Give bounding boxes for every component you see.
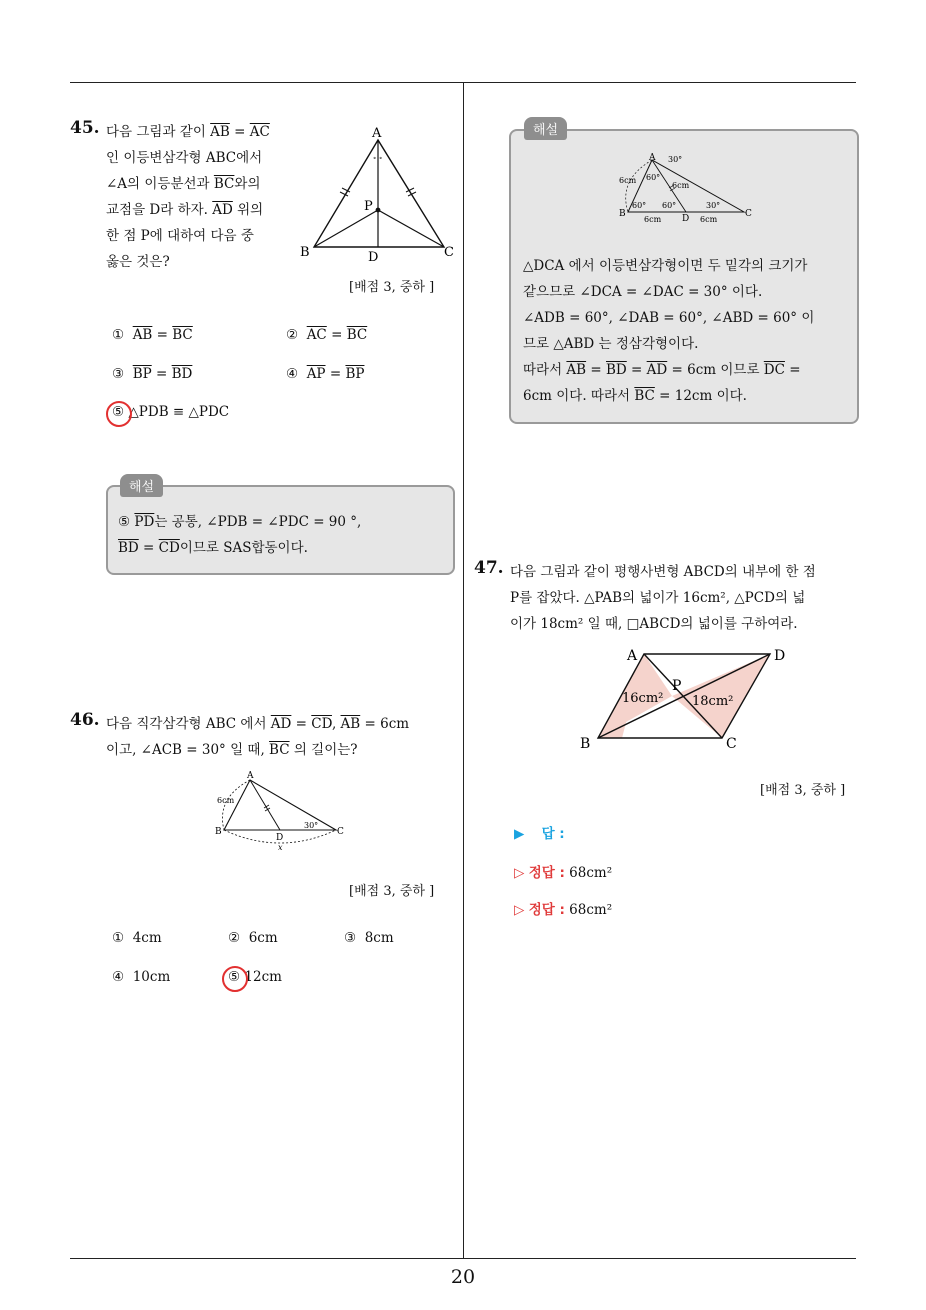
q46-choice-2[interactable]: ② 6cm xyxy=(228,930,278,946)
q46-solution-line-5: 따라서 $\overline{AB} = \overline{BD} = \overline{AD} = 6cm$ 이므로 $\overline{DC}$ = xyxy=(523,362,801,378)
q45-label-D: D xyxy=(368,250,379,262)
q45-line-2: 인 이등변삼각형 ABC에서 xyxy=(106,150,263,166)
q46-label-angle: 30° xyxy=(304,821,319,830)
q45-line-5: 한 점 P에 대하여 다음 중 xyxy=(106,228,254,244)
q46-label-side: 6cm xyxy=(217,796,235,805)
q46-label-C: C xyxy=(337,827,344,837)
q46-choice-5[interactable]: ⑤ 12cm xyxy=(228,969,282,985)
q46s-label-B: B xyxy=(619,209,626,219)
q47-line-3: 이가 18cm² 일 때, □ABCD의 넓이를 구하여라. xyxy=(510,616,798,632)
q46-solution-line-4: 므로 △ABD 는 정삼각형이다. xyxy=(523,336,699,352)
q46s-label-D: D xyxy=(682,214,690,224)
q47-label-C: C xyxy=(726,736,737,752)
q45-line-3: ∠A의 이등분선과 $\overline{BC}$와의 xyxy=(106,176,261,192)
q46-solution-tag: 해설 xyxy=(524,117,567,140)
q46s-angle-a60a: 60° xyxy=(646,173,661,182)
q46s-angle-a30: 30° xyxy=(668,155,683,164)
q47-parallelogram-figure xyxy=(574,644,794,754)
q45-label-A: A xyxy=(372,126,382,141)
q46s-angle-a60b: 60° xyxy=(632,201,647,210)
q47-answer-line[interactable]: ▶ 답 : xyxy=(514,826,565,842)
q45-answer-circle xyxy=(106,401,132,427)
q46-label-B: B xyxy=(215,827,222,837)
q46-solution-line-2: 같으므로 ∠DCA = ∠DAC = 30° 이다. xyxy=(523,284,763,300)
q45-label-C: C xyxy=(444,245,454,260)
q46-answer-circle xyxy=(222,966,248,992)
q45-choice-3[interactable]: ③ $\overline{BP} = \overline{BD}$ xyxy=(112,366,193,382)
page-number: 20 xyxy=(450,1266,476,1288)
q47-correct-line-1: ▷ 정답 : 68cm² xyxy=(514,865,613,881)
q46-label-D: D xyxy=(276,833,284,843)
q45-choice-2[interactable]: ② $\overline{AC} = \overline{BC}$ xyxy=(286,327,368,343)
q46-choice-3[interactable]: ③ 8cm xyxy=(344,930,394,946)
q46s-label-A: A xyxy=(649,153,656,163)
q47-label-B: B xyxy=(580,736,591,752)
q46s-side-3: 6cm xyxy=(644,215,662,224)
q47-label-P: P xyxy=(672,678,682,694)
q45-label-P: P xyxy=(364,199,373,214)
q46-line-1: 다음 직각삼각형 ABC 에서 $\overline{AD} = \overline{CD}$, $\overline{AB} = 6cm$ xyxy=(106,716,410,732)
q45-line-1: 다음 그림과 같이 $\overline{AB} = \overline{AC}$ xyxy=(106,124,270,140)
q46s-angle-a60c: 60° xyxy=(662,201,677,210)
q45-label-B: B xyxy=(300,245,310,260)
q46-triangle-figure xyxy=(208,768,348,852)
q46-choice-4[interactable]: ④ 10cm xyxy=(112,969,171,985)
q45-choice-1[interactable]: ① $\overline{AB} = \overline{BC}$ xyxy=(112,327,193,343)
q47-line-1: 다음 그림과 같이 평행사변형 ABCD의 내부에 한 점 xyxy=(510,564,816,580)
q45-number: 45. xyxy=(70,118,100,138)
q46-solution-line-6: 6cm 이다. 따라서 $\overline{BC} = 12cm$ 이다. xyxy=(523,388,747,404)
q46s-side-4: 6cm xyxy=(700,215,718,224)
q46-label-x: x xyxy=(278,843,283,852)
q45-solution-tag: 해설 xyxy=(120,474,163,497)
bottom-rule xyxy=(70,1258,856,1259)
q46-line-2: 이고, ∠ACB = 30° 일 때, $\overline{BC}$ 의 길이는? xyxy=(106,742,358,758)
q45-choice-4[interactable]: ④ $\overline{AP} = \overline{BP}$ xyxy=(286,366,365,382)
q47-label-D: D xyxy=(774,648,786,664)
triangle-right-icon: ▷ xyxy=(514,865,525,881)
q45-meta: [배점 3, 중하 ] xyxy=(349,280,435,295)
q45-triangle-figure xyxy=(296,122,466,262)
q46-meta: [배점 3, 중하 ] xyxy=(349,884,435,899)
q47-number: 47. xyxy=(474,558,504,578)
q47-line-2: P를 잡았다. △PAB의 넓이가 16cm², △PCD의 넓 xyxy=(510,590,806,606)
triangle-right-icon: ▷ xyxy=(514,902,525,918)
q46s-side-2: 6cm xyxy=(672,181,690,190)
q46-solution-line-1: △DCA 에서 이등변삼각형이면 두 밑각의 크기가 xyxy=(523,258,808,274)
q45-solution-line-2: $\overline{BD} = \overline{CD}$이므로 SAS합동이다. xyxy=(118,540,308,556)
svg-text:∘: ∘ xyxy=(373,154,377,162)
q47-label-A: A xyxy=(627,648,638,664)
q46s-side-1: 6cm xyxy=(619,176,637,185)
q46-solution-line-3: ∠ADB = 60°, ∠DAB = 60°, ∠ABD = 60° 이 xyxy=(523,310,815,326)
q45-solution-line-1: ⑤ $\overline{PD}$는 공통, ∠PDB = ∠PDC = 90 °, xyxy=(118,514,362,530)
q46-label-A: A xyxy=(247,771,254,781)
svg-text:∘: ∘ xyxy=(379,154,383,162)
q45-solution-box xyxy=(106,485,455,575)
q46s-label-C: C xyxy=(745,209,752,219)
q47-label-area2: 18cm² xyxy=(692,694,734,709)
play-icon: ▶ xyxy=(514,826,525,842)
q46-number: 46. xyxy=(70,710,100,730)
q46-choice-1[interactable]: ① 4cm xyxy=(112,930,162,946)
q47-correct-line-2: ▷ 정답 : 68cm² xyxy=(514,902,613,918)
q45-line-6: 옳은 것은? xyxy=(106,254,170,270)
q45-choice-5[interactable]: ⑤ △PDB ≡ △PDC xyxy=(112,404,230,420)
q47-label-area1: 16cm² xyxy=(622,691,664,706)
q46-solution-figure xyxy=(612,150,757,230)
q47-meta: [배점 3, 중하 ] xyxy=(760,783,846,798)
q46s-angle-a30b: 30° xyxy=(706,201,721,210)
q45-line-4: 교점을 D라 하자. $\overline{AD}$ 위의 xyxy=(106,202,264,218)
